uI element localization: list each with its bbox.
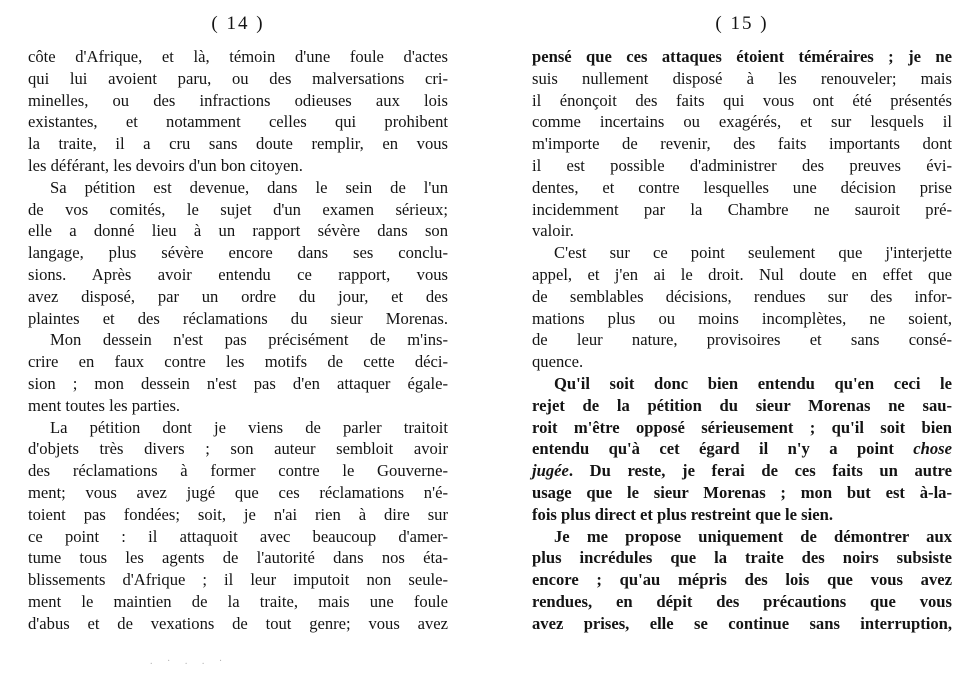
text-line: La pétition dont je viens de parler traitoit bbox=[50, 417, 448, 437]
text-line: appel, et j'en ai le droit. Nul doute en effet que bbox=[532, 264, 952, 284]
text-line: rejet de la pétition du sieur Morenas ne sau- bbox=[532, 395, 952, 415]
text-line: quence. bbox=[532, 352, 584, 372]
text-line: d'objets très divers ; son auteur sembloit avoir bbox=[28, 439, 448, 459]
text-line: Sa pétition est devenue, dans le sein de l'un bbox=[50, 177, 448, 197]
text-line: suis nullement disposé à les renouveler; mais bbox=[532, 68, 952, 88]
text-line: tume tous les agents de l'autorité dans nos éta- bbox=[28, 548, 448, 568]
text-line: existantes, et notamment celles qui prohibent bbox=[28, 112, 448, 132]
text-line: ment; vous avez jugé que ces réclamations n'é- bbox=[28, 482, 448, 502]
text-line: minelles, ou des infractions odieuses aux lois bbox=[28, 90, 448, 110]
text-line: langage, plus sévère encore dans ses conclu- bbox=[28, 243, 448, 263]
text-fragment: entendu qu'à cet égard il n'y a point bbox=[532, 439, 894, 459]
text-line: sion ; mon dessein n'est pas d'en attaquer égale- bbox=[28, 373, 448, 393]
italic-phrase: jugée bbox=[532, 461, 569, 481]
text-line bbox=[532, 460, 952, 482]
text-line: ment le maintien de la traite, mais une foule bbox=[28, 591, 448, 611]
text-line: avez disposé, par un ordre du jour, et des bbox=[28, 286, 448, 306]
text-line: de leur nature, provisoires et sans consé- bbox=[532, 330, 952, 350]
right-page-text bbox=[532, 46, 952, 635]
text-line: de vos comités, le sujet d'un examen sérieux; bbox=[28, 199, 448, 219]
text-line: elle a donné lieu à un rapport sévère dans son bbox=[28, 221, 448, 241]
paper-specks: . · . . · bbox=[150, 656, 229, 667]
text-line: Qu'il soit donc bien entendu qu'en ceci le bbox=[554, 373, 952, 393]
left-page-number: ( 14 ) bbox=[211, 13, 265, 34]
right-page bbox=[532, 0, 952, 676]
text-line: d'abus et de vexations de tout genre; vous avez bbox=[28, 613, 448, 633]
right-page-number: ( 15 ) bbox=[715, 13, 769, 34]
text-line: avez prises, elle se continue sans interruption, bbox=[532, 613, 952, 633]
text-line: incidemment par la Chambre ne sauroit pré- bbox=[532, 199, 952, 219]
left-page bbox=[28, 0, 448, 676]
text-line: sions. Après avoir entendu ce rapport, vous bbox=[28, 264, 448, 284]
text-line: valoir. bbox=[532, 221, 574, 241]
text-line: des réclamations à former contre le Gouverne- bbox=[28, 461, 448, 481]
text-line: fois plus direct et plus restreint que le sien. bbox=[532, 504, 833, 524]
text-line: crire en faux contre les motifs de cette déci- bbox=[28, 352, 448, 372]
text-line: la traite, il a cru sans doute remplir, en vous bbox=[28, 134, 448, 154]
text-line: toient pas fondées; soit, je n'ai rien à dire sur bbox=[28, 504, 448, 524]
text-line: dentes, et contre lesquelles une décision prise bbox=[532, 177, 952, 197]
text-line: il est possible d'administrer des preuves évi- bbox=[532, 155, 952, 175]
text-fragment: . Du reste, je ferai de ces faits un autre bbox=[568, 461, 952, 481]
text-line: encore ; qu'au mépris des lois que vous avez bbox=[532, 570, 952, 590]
text-line bbox=[532, 438, 952, 460]
text-line: Mon dessein n'est pas précisément de m'ins- bbox=[50, 330, 448, 350]
text-line: comme incertains ou exagérés, et sur lesquels il bbox=[532, 112, 952, 132]
text-line: pensé que ces attaques étoient téméraires ; je ne bbox=[532, 47, 952, 66]
text-line: plaintes et des réclamations du sieur Morenas. bbox=[28, 308, 448, 328]
text-line: ment toutes les parties. bbox=[28, 395, 181, 415]
text-line: plus incrédules que la traite des noirs subsiste bbox=[532, 548, 952, 568]
text-line: m'importe de revenir, des faits importants dont bbox=[532, 134, 952, 154]
text-line: de semblables décisions, rendues sur des infor- bbox=[532, 286, 952, 306]
left-page-text bbox=[28, 46, 448, 635]
text-line: blissements d'Afrique ; il leur imputoit non seule- bbox=[28, 570, 448, 590]
text-line: il énonçoit des faits qui vous ont été présentés bbox=[532, 90, 952, 110]
text-line: ce point : il attaquoit avec beaucoup d'amer- bbox=[28, 526, 448, 546]
text-line: Je me propose uniquement de démontrer aux bbox=[554, 526, 952, 546]
italic-phrase: chose bbox=[913, 439, 952, 459]
text-line: qui lui avoient paru, ou des malversations cri- bbox=[28, 68, 448, 88]
text-line: usage que le sieur Morenas ; mon but est à-la- bbox=[532, 482, 952, 502]
text-line: côte d'Afrique, et là, témoin d'une foule d'actes bbox=[28, 47, 448, 66]
text-line: les déférant, les devoirs d'un bon citoyen. bbox=[28, 155, 303, 175]
text-line: rendues, en dépit des précautions que vous bbox=[532, 591, 952, 611]
text-line: roit m'être opposé sérieusement ; qu'il soit bien bbox=[532, 417, 952, 437]
text-line: mations plus ou moins incomplètes, ne soient, bbox=[532, 308, 952, 328]
text-line: C'est sur ce point seulement que j'interjette bbox=[554, 243, 952, 263]
